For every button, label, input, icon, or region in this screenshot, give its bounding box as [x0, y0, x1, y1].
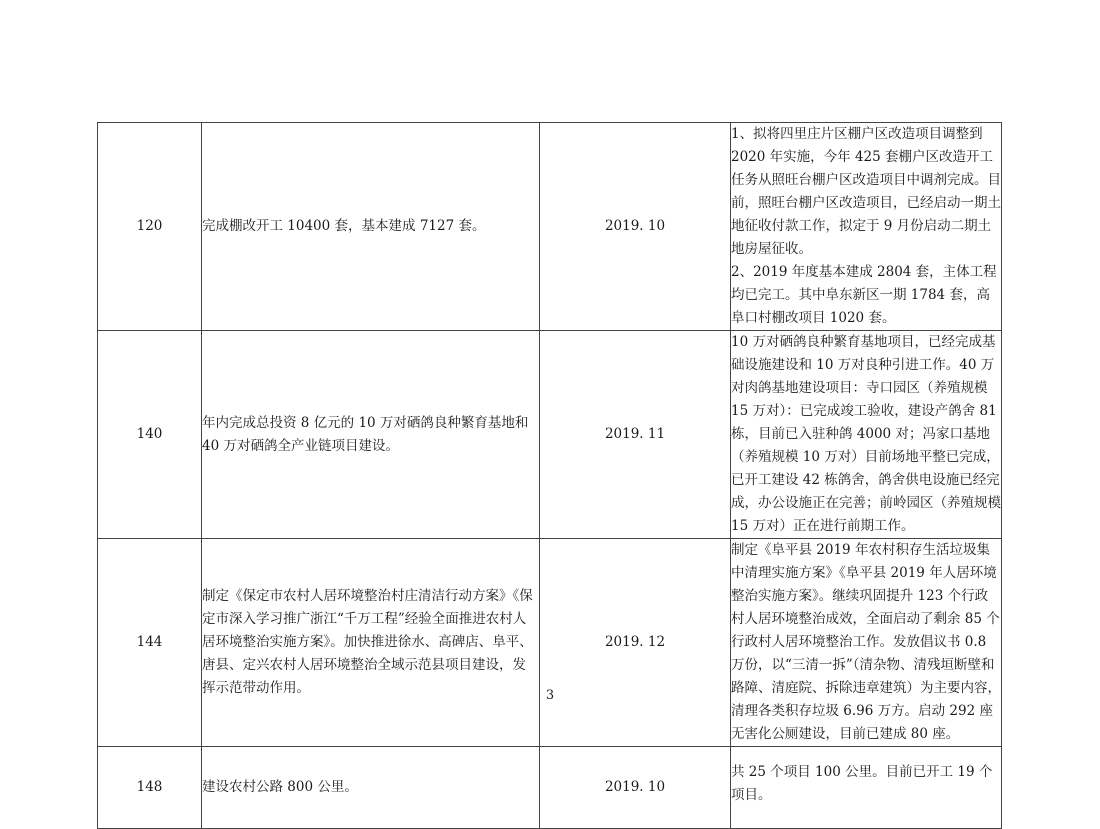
progress-status [731, 123, 1002, 331]
progress-status [731, 331, 1002, 539]
deadline: 2019. 11 [540, 331, 731, 539]
task-description: 年内完成总投资 8 亿元的 10 万对硒鸽良种繁育基地和 40 万对硒鸽全产业链项目建设。 [202, 331, 540, 539]
deadline: 2019. 10 [540, 123, 731, 331]
table-row [98, 331, 1002, 539]
status-paragraph: 2、2019 年度基本建成 2804 套，主体工程均已完工。其中阜东新区一期 1784 套，高阜口村棚改项目 1020 套。 [731, 264, 997, 326]
task-description: 制定《保定市农村人居环境整治村庄清洁行动方案》《保定市深入学习推广浙江“千万工程”经验全面推进农村人居环境整治实施方案》。加快推进徐水、高碑店、阜平、唐县、定兴农村人居环境整治全域示范县项目建设，发挥示范带动作用。 [202, 539, 540, 747]
task-description: 完成棚改开工 10400 套，基本建成 7127 套。 [202, 123, 540, 331]
progress-status [731, 539, 1002, 747]
status-paragraph: 共 25 个项目 100 公里。目前已开工 19 个项目。 [731, 764, 993, 803]
table-row [98, 123, 1002, 331]
status-paragraph: 1、拟将四里庄片区棚户区改造项目调整到 2020 年实施，今年 425 套棚户区改造开工任务从照旺台棚户区改造项目中调剂完成。目前，照旺台棚户区改造项目，已经启动一期土地征收付款工作，拟定于 9 月份启动二期土地房屋征收。 [731, 126, 1001, 257]
progress-status [731, 747, 1002, 829]
table-row [98, 539, 1002, 747]
row-number: 144 [98, 539, 202, 747]
task-description: 建设农村公路 800 公里。 [202, 747, 540, 829]
progress-table [97, 122, 1002, 829]
deadline: 2019. 12 [540, 539, 731, 747]
row-number: 140 [98, 331, 202, 539]
row-number: 120 [98, 123, 202, 331]
row-number: 148 [98, 747, 202, 829]
status-paragraph: 10 万对硒鸽良种繁育基地项目，已经完成基础设施建设和 10 万对良种引进工作。40 万对肉鸽基地建设项目：寺口园区（养殖规模 15 万对）：已完成竣工验收，建设产鸽舍 81 栋，目前已入驻种鸽 4000 对；冯家口基地（养殖规模 10 万对）目前场地平整已完成，已开工建设 42 栋鸽舍，鸽舍供电设施已经完成，办公设施正在完善；前岭园区（养殖规模 15 万对）正在进行前期工作。 [731, 334, 1001, 534]
status-paragraph: 制定《阜平县 2019 年农村积存生活垃圾集中清理实施方案》《阜平县 2019 年人居环境整治实施方案》。继续巩固提升 123 个行政村人居环境整治成效，全面启动了剩余 85 个行政村人居环境整治工作。发放倡议书 0.8 万份，以“三清一拆”（清杂物、清残垣断壁和路障、清庭院、拆除违章建筑）为主要内容，清理各类积存垃圾 6.96 万方。启动 292 座无害化公厕建设，目前已建成 80 座。 [731, 542, 1001, 742]
deadline: 2019. 10 [540, 747, 731, 829]
table-row [98, 747, 1002, 829]
page-number: 3 [545, 688, 555, 703]
